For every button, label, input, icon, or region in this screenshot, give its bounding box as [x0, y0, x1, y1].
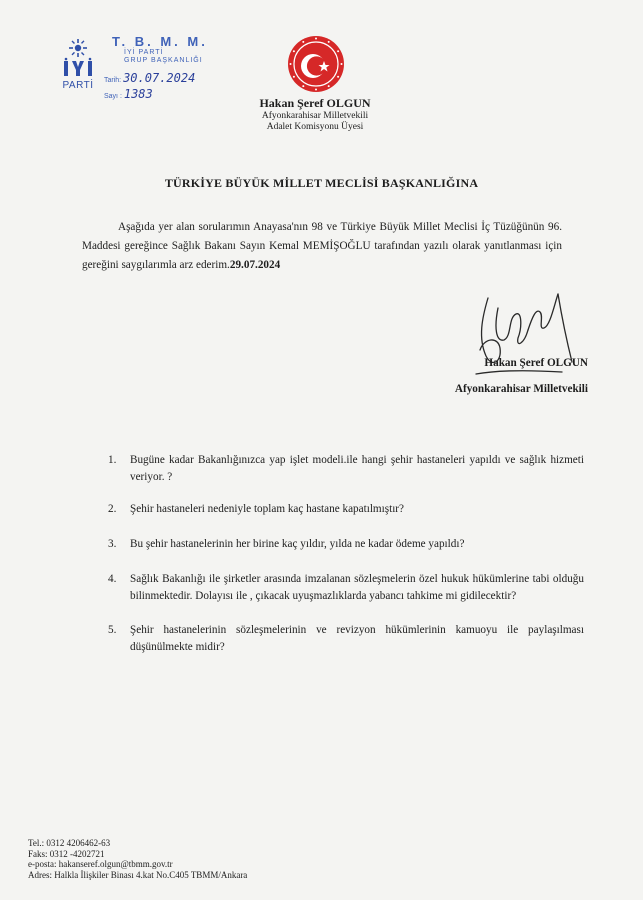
list-item	[108, 536, 584, 553]
letterhead-name: Hakan Şeref OLGUN	[259, 96, 371, 110]
party-logo	[58, 38, 98, 91]
question-number: 1.	[108, 454, 117, 466]
footer-tel: Tel.: 0312 4206462-63	[28, 838, 111, 848]
footer-email: e-posta: hakanseref.olgun@tbmm.gov.tr	[28, 859, 173, 870]
list-item	[108, 622, 584, 656]
body-date: 29.07.2024	[229, 259, 281, 271]
stamp-number-value: 1383	[123, 87, 153, 101]
footer-fax: Faks: 0312 -4202721	[28, 848, 105, 859]
stamp-date-row	[104, 71, 214, 85]
question-number: 5.	[108, 624, 117, 636]
contact-footer	[28, 838, 247, 880]
question-text: Bu şehir hastanelerinin her birine kaç yıldır, yılda ne kadar ödeme yapıldı?	[130, 538, 465, 550]
tbmm-emblem-icon	[286, 34, 346, 94]
stamp-group: GRUP BAŞKANLIĞI	[124, 57, 203, 64]
body-text: Aşağıda yer alan sorularımın Anayasa'nın 98 ve Türkiye Büyük Millet Meclisi İç Tüzüğünün 96. Maddesi gereğince Sağlık Bakanı Sayın Kemal MEMİŞOĞLU tarafından yazılı olarak yanıtlanması için gereğini saygılarımla arz ederim.	[82, 221, 562, 271]
letterhead-commission: Adalet Komisyonu Üyesi	[266, 122, 364, 132]
question-number: 2.	[108, 503, 117, 515]
question-number: 3.	[108, 538, 117, 550]
signatory-name: Hakan Şeref OLGUN	[484, 357, 588, 369]
question-text: Bugüne kadar Bakanlığınızca yap işlet modeli.ile hangi şehir hastaneleri yapıldı ve sağlık hizmeti veriyor. ?	[130, 454, 584, 483]
letterhead	[200, 96, 430, 133]
stamp-party: İYİ PARTİ	[124, 49, 164, 56]
iyi-party-sun-logo-icon	[61, 38, 95, 82]
stamp-date-value: 30.07.2024	[123, 71, 196, 85]
body-paragraph	[82, 218, 562, 275]
question-text: Şehir hastanelerinin sözleşmelerinin ve revizyon hükümlerinin kamuoyu ile paylaşılması düşünülmekte midir?	[130, 624, 584, 653]
stamp-tbmm: T. B. M. M.	[112, 34, 208, 49]
stamp-date-label: Tarih:	[104, 77, 122, 84]
list-item	[108, 452, 584, 486]
party-logo-text: PARTİ	[62, 80, 94, 91]
question-list	[108, 452, 584, 656]
signatory-title: Afyonkarahisar Milletvekili	[454, 383, 588, 395]
signature-block	[408, 350, 588, 402]
stamp-number-label: Sayı :	[104, 93, 122, 100]
letterhead-title: Afyonkarahisar Milletvekili	[261, 111, 369, 121]
document-title: TÜRKİYE BÜYÜK MİLLET MECLİSİ BAŞKANLIĞINA	[164, 176, 479, 190]
stamp-number-row	[104, 87, 214, 101]
question-number: 4.	[108, 573, 117, 585]
list-item	[108, 571, 584, 605]
incoming-stamp	[104, 34, 214, 101]
footer-address: Adres: Halkla İlişkiler Binası 4.kat No.C405 TBMM/Ankara	[28, 869, 248, 880]
question-text: Sağlık Bakanlığı ile şirketler arasında imzalanan sözleşmelerin özel hukuk hükümlerine tabi olduğu bilinmektedir. Dolayısı ile , çıkacak uyuşmazlıklarda yabancı tahkime mi gidilecektir?	[130, 573, 584, 602]
list-item	[108, 501, 584, 518]
question-text: Şehir hastaneleri nedeniyle toplam kaç hastane kapatılmıştır?	[130, 503, 404, 515]
